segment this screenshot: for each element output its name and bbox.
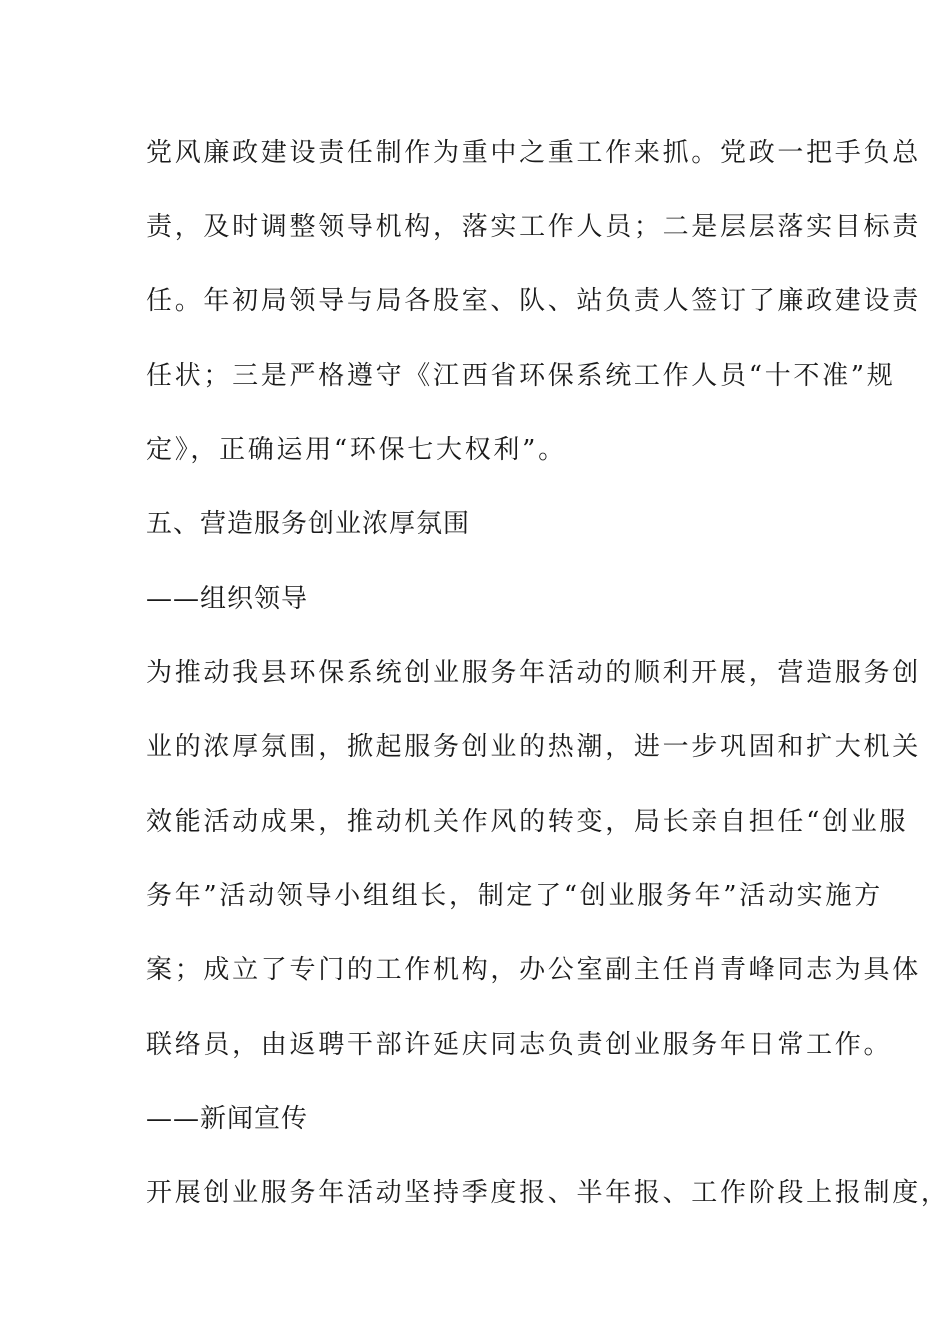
paragraph-line: 开展创业服务年活动坚持季度报、半年报、工作阶段上报制度， — [146, 1178, 950, 1208]
paragraph-line: 务年”活动领导小组组长，制定了“创业服务年”活动实施方 — [146, 881, 883, 911]
paragraph-line: 业的浓厚氛围，掀起服务创业的热潮，进一步巩固和扩大机关 — [146, 732, 921, 762]
paragraph-line: 责，及时调整领导机构，落实工作人员；二是层层落实目标责 — [146, 212, 921, 242]
section-heading: 五、营造服务创业浓厚氛围 — [146, 509, 471, 539]
paragraph-line: 任。年初局领导与局各股室、队、站负责人签订了廉政建设责 — [146, 286, 921, 316]
subsection-heading: ——组织领导 — [146, 584, 309, 614]
paragraph-line: 定》，正确运用“环保七大权利”。 — [146, 435, 567, 465]
paragraph-line: 党风廉政建设责任制作为重中之重工作来抓。党政一把手负总 — [146, 138, 921, 168]
paragraph-line: 为推动我县环保系统创业服务年活动的顺利开展，营造服务创 — [146, 658, 921, 688]
paragraph-line: 案；成立了专门的工作机构，办公室副主任肖青峰同志为具体 — [146, 955, 921, 985]
subsection-heading: ——新闻宣传 — [146, 1104, 309, 1134]
paragraph-line: 联络员，由返聘干部许延庆同志负责创业服务年日常工作。 — [146, 1030, 893, 1060]
paragraph-line: 效能活动成果，推动机关作风的转变，局长亲自担任“创业服 — [146, 807, 909, 837]
paragraph-line: 任状；三是严格遵守《江西省环保系统工作人员“十不准”规 — [146, 361, 896, 391]
